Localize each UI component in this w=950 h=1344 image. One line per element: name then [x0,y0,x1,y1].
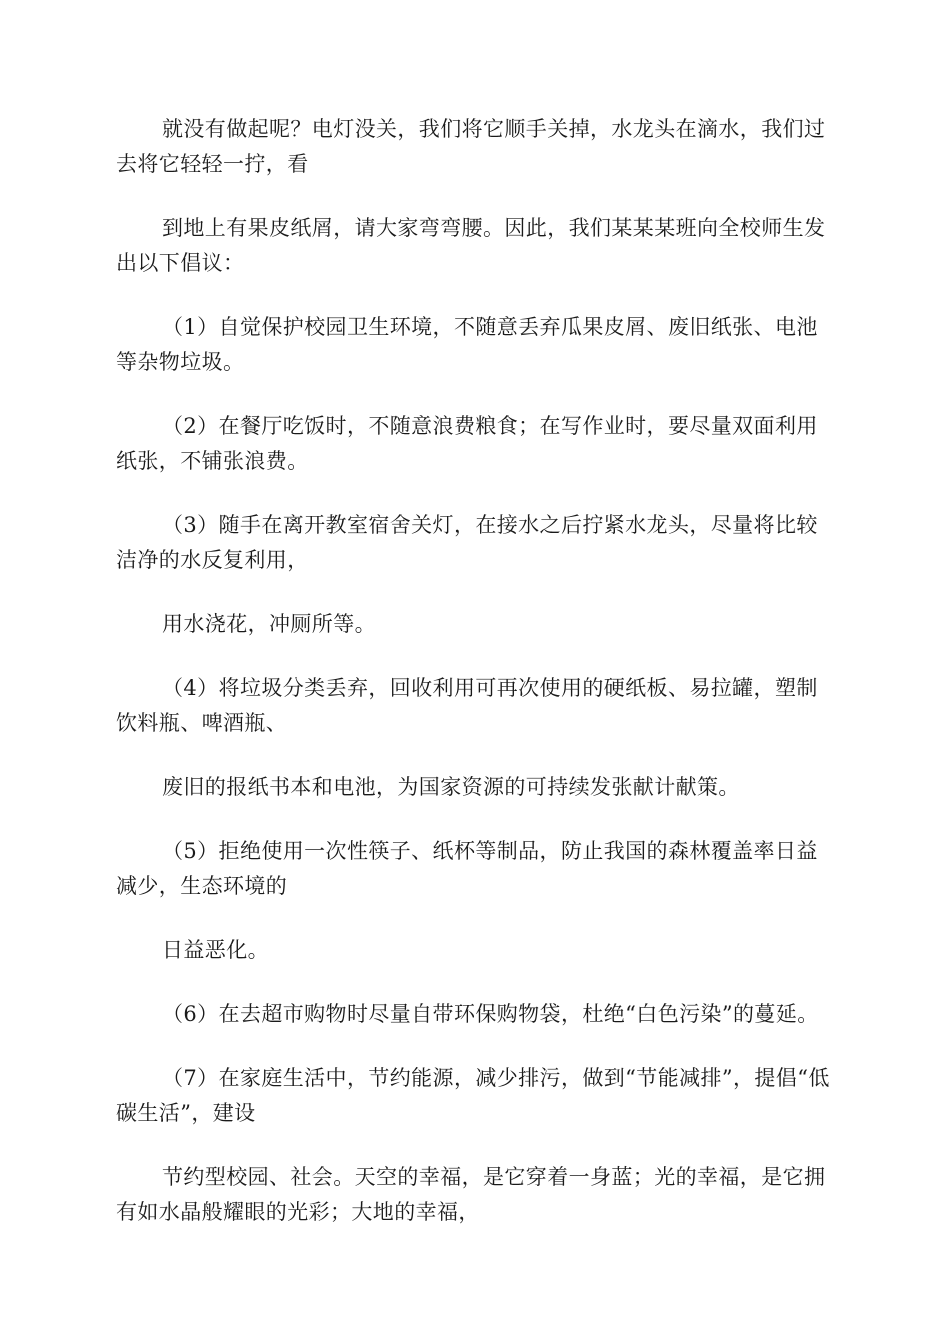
paragraph-13: 节约型校园、社会。天空的幸福，是它穿着一身蓝；光的幸福，是它拥有如水晶般耀眼的光彩；大地的幸福， [116,1165,826,1224]
paragraph-10: 日益恶化。 [162,938,269,962]
paragraph-8: 废旧的报纸书本和电池，为国家资源的可持续发张献计献策。 [162,775,740,799]
paragraph-11: （6）在去超市购物时尽量自带环保购物袋，杜绝“白色污染”的蔓延。 [162,1002,819,1026]
paragraph-4: （2）在餐厅吃饭时，不随意浪费粮食；在写作业时，要尽量双面利用纸张，不铺张浪费。 [116,414,818,473]
paragraph-7: （4）将垃圾分类丢弃，回收利用可再次使用的硬纸板、易拉罐，塑制饮料瓶、啤酒瓶、 [116,676,818,735]
paragraph-3: （1）自觉保护校园卫生环境，不随意丢弃瓜果皮屑、废旧纸张、电池等杂物垃圾。 [116,315,818,374]
paragraph-12: （7）在家庭生活中，节约能源，减少排污，做到“节能减排”，提倡“低碳生活”，建设 [116,1066,830,1125]
paragraph-5: （3）随手在离开教室宿舍关灯，在接水之后拧紧水龙头，尽量将比较洁净的水反复利用， [116,513,818,572]
paragraph-9: （5）拒绝使用一次性筷子、纸杯等制品，防止我国的森林覆盖率日益减少，生态环境的 [116,839,818,898]
paragraph-2: 到地上有果皮纸屑，请大家弯弯腰。因此，我们某某某班向全校师生发出以下倡议： [116,216,826,275]
paragraph-6: 用水浇花，冲厕所等。 [162,612,376,636]
paragraph-1: 就没有做起呢？电灯没关，我们将它顺手关掉，水龙头在滴水，我们过去将它轻轻一拧，看 [116,117,826,176]
document-body [116,112,832,1259]
